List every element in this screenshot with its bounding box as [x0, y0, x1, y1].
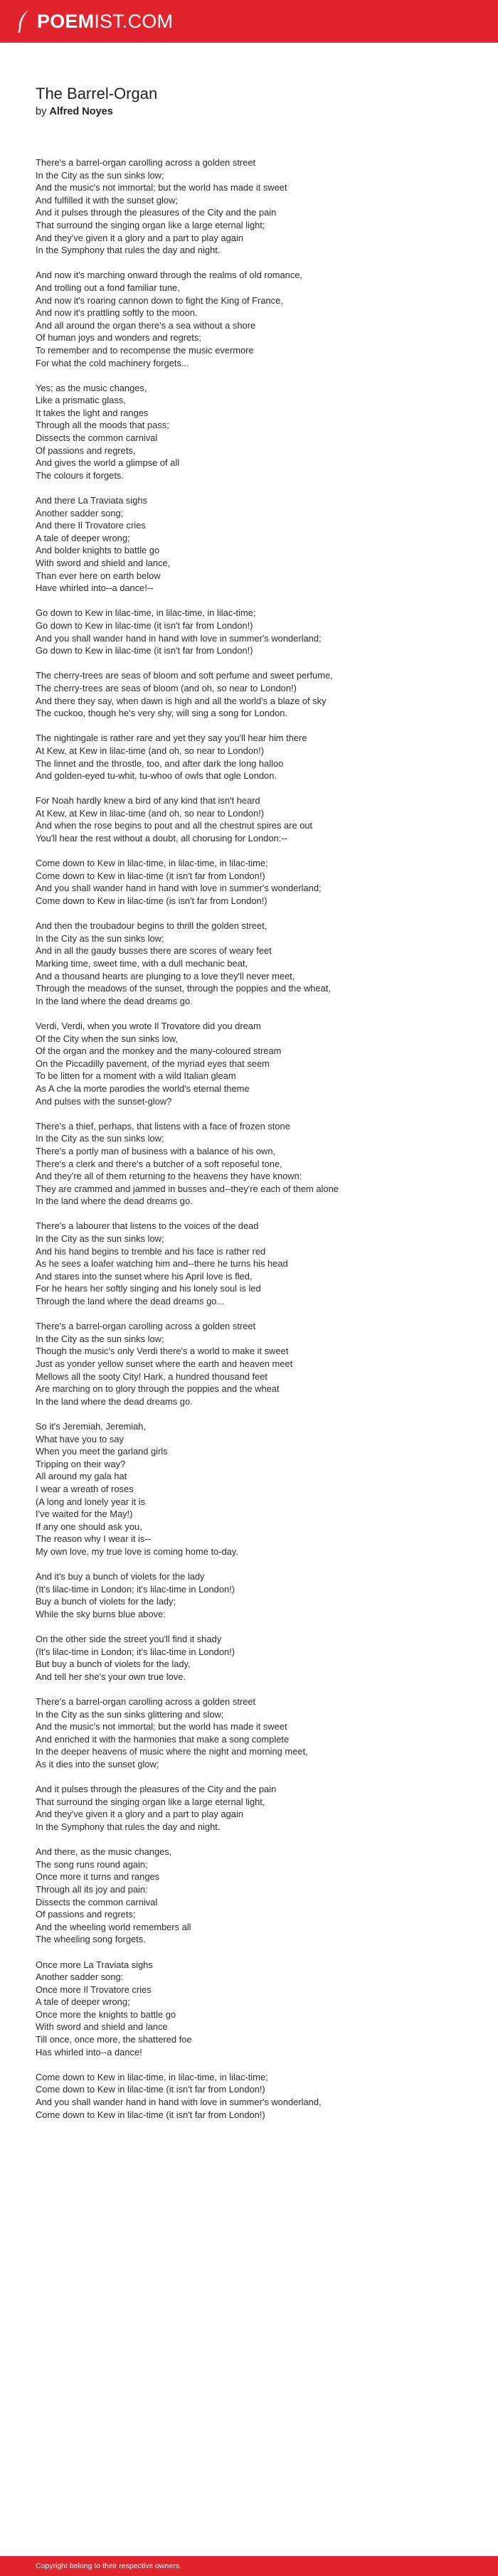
poem-line: Once more it turns and ranges [36, 1871, 160, 1883]
poem-line: (It's lilac-time in London; it's lilac-time in London!) [36, 1646, 235, 1657]
poem-stanza [36, 669, 470, 719]
poem-line: Dissects the common carnival [36, 432, 158, 444]
poem-line: What have you to say [36, 1433, 124, 1444]
poem-stanza [36, 156, 470, 257]
poem-line: And you shall wander hand in hand with love in summer's wonderland; [36, 632, 322, 644]
poem-line: But buy a bunch of violets for the lady, [36, 1659, 191, 1670]
poem-line: At Kew, at Kew in lilac-time (and oh, so near to London!) [36, 745, 265, 756]
poem-line: Come down to Kew in lilac-time (it isn't far from London!) [36, 2109, 265, 2120]
poem-line: And there Il Trovatore cries [36, 520, 146, 531]
site-logo-text [37, 11, 173, 33]
poem-line: And it's buy a bunch of violets for the lady [36, 1571, 205, 1582]
poem-stanza [36, 1959, 470, 2059]
poem-line: (A long and lonely year it is [36, 1496, 146, 1507]
poem-line: Than ever here on earth below [36, 570, 161, 581]
poem-line: Just as yonder yellow sunset where the earth and heaven meet [36, 1358, 293, 1369]
poem-line: For Noah hardly knew a bird of any kind that isn't heard [36, 795, 260, 807]
poem-line: Till once, once more, the shattered foe [36, 2034, 192, 2045]
logo-text-light: IST.COM [94, 10, 174, 32]
poem-line: And they've given it a glory and a part to play again [36, 1809, 243, 1820]
poem-line: For he hears her softly singing and his lonely soul is led [36, 1283, 261, 1294]
poem-line: Tripping on their way? [36, 1458, 126, 1469]
poem-line: And fulfilled it with the sunset glow; [36, 194, 178, 206]
poem-line: Buy a bunch of violets for the lady; [36, 1596, 176, 1607]
poem-line: And enriched it with the harmonies that make a song complete [36, 1733, 290, 1745]
poem-line: Marking time, sweet time, with a dull mechanic beat, [36, 958, 248, 969]
poem-line: On the other side the street you'll find it shady [36, 1634, 222, 1645]
poem-line: They are crammed and jammed in busses and--they're each of them alone [36, 1183, 339, 1194]
author-link[interactable]: Alfred Noyes [49, 106, 113, 117]
poem-line: And there, as the music changes, [36, 1846, 172, 1858]
site-footer [0, 2556, 498, 2576]
poem-stanza [36, 1120, 470, 1208]
poem-line: As he sees a loafer watching him and--there he turns his head [36, 1258, 288, 1270]
poem-line: In the City as the sun sinks low; [36, 169, 164, 181]
poem-line: And the music's not immortal; but the world has made it sweet [36, 1721, 287, 1733]
poem-line: In the City as the sun sinks low; [36, 1133, 164, 1144]
poem-line: Yes; as the music changes, [36, 382, 147, 393]
poem-line: The cherry-trees are seas of bloom (and oh, so near to London!) [36, 682, 297, 693]
poem-stanza [36, 1220, 470, 1307]
poem-line: You'll hear the rest without a doubt, all chorusing for London:-- [36, 833, 287, 844]
poem-line: Verdi, Verdi, when you wrote Il Trovatore did you dream [36, 1020, 261, 1031]
poem-line: For what the cold machinery forgets... [36, 357, 189, 368]
poem-line: Through all its joy and pain: [36, 1883, 148, 1895]
poem-line: And trolling out a fond familiar tune, [36, 282, 180, 293]
poem-line: In the Symphony that rules the day and night. [36, 245, 221, 256]
poem-line: There's a barrel-organ carolling across a golden street [36, 1321, 256, 1332]
poem-line: Once more the knights to battle go [36, 2008, 176, 2020]
poem-line: Of passions and regrets, [36, 445, 136, 456]
poem-line: And they're all of them returning to the heavens they have known: [36, 1171, 302, 1182]
poem-line: Once more La Traviata sighs [36, 1959, 153, 1970]
poem-line: Dissects the common carnival [36, 1896, 158, 1907]
poem-line: And a thousand hearts are plunging to a love they'll never meet, [36, 970, 295, 981]
poem-line: To remember and to recompense the music evermore [36, 344, 254, 356]
poem-line: And in all the gaudy busses there are scores of weary feet [36, 945, 272, 957]
poem-line: In the City as the sun sinks low; [36, 932, 164, 944]
poem-line: Mellows all the sooty City! Hark, a hundred thousand feet [36, 1371, 268, 1382]
poem-line: Through all the moods that pass; [36, 420, 169, 431]
poem-line: Of the City when the sun sinks low, [36, 1033, 178, 1044]
poem-line: And the wheeling world remembers all [36, 1921, 191, 1932]
poem-line: The wheeling song forgets. [36, 1934, 146, 1945]
poem-stanza [36, 269, 470, 369]
poem-stanza [36, 1633, 470, 1683]
poem-line: The nightingale is rather rare and yet they say you'll hear him there [36, 733, 307, 744]
poem-line: There's a barrel-organ carolling across a golden street [36, 1696, 256, 1708]
byline-label: by [36, 106, 47, 117]
poem-line: The cherry-trees are seas of bloom and soft perfume and sweet perfume, [36, 670, 333, 681]
poem-line: And the music's not immortal; but the world has made it sweet [36, 182, 287, 193]
poem-line: In the deeper heavens of music where the night and morning meet, [36, 1746, 308, 1757]
poem-line: Through the land where the dead dreams go... [36, 1296, 225, 1307]
poem-line: In the Symphony that rules the day and night. [36, 1821, 221, 1832]
poem-line: And you shall wander hand in hand with love in summer's wonderland, [36, 2097, 322, 2108]
poem-line: Come down to Kew in lilac-time, in lilac-time, in lilac-time; [36, 858, 268, 869]
poem-line: Come down to Kew in lilac-time (is isn't far from London!) [36, 895, 267, 907]
poem-line: In the City as the sun sinks low; [36, 1333, 164, 1344]
poem-line: And then the troubadour begins to thrill the golden street, [36, 920, 267, 932]
copyright-text: Copyright belong to their respective owners. [36, 2562, 181, 2570]
poem-line: If any one should ask you, [36, 1521, 142, 1532]
poem-line: And when the rose begins to pout and all the chestnut spires are out [36, 820, 313, 831]
poem-line: All around my gala hat [36, 1471, 127, 1482]
poem-line: In the City as the sun sinks low; [36, 1233, 164, 1245]
poem-stanza [36, 732, 470, 782]
poem-line: And golden-eyed tu-whit, tu-whoo of owls that ogle London. [36, 770, 277, 782]
poem-line: And you shall wander hand in hand with love in summer's wonderland; [36, 883, 322, 894]
poem-stanza [36, 494, 470, 595]
poem-line: Through the meadows of the sunset, through the poppies and the wheat, [36, 983, 331, 994]
poem-line: Come down to Kew in lilac-time (it isn't far from London!) [36, 2084, 265, 2095]
poem-line: And there they say, when dawn is high and all the world's a blaze of sky [36, 695, 327, 706]
poem-line: And there La Traviata sighs [36, 495, 147, 506]
poem-line: Come down to Kew in lilac-time (it isn't far from London!) [36, 870, 265, 881]
poem-line: Has whirled into--a dance! [36, 2046, 142, 2058]
poem-line: Are marching on to glory through the poppies and the wheat [36, 1383, 280, 1395]
poem-line: And it pulses through the pleasures of the City and the pain [36, 1784, 277, 1795]
poem-stanza [36, 382, 470, 482]
poem-line: The song runs round again; [36, 1858, 148, 1870]
poem-line: And all around the organ there's a sea without a shore [36, 319, 256, 331]
poem-line: With sword and shield and lance, [36, 558, 171, 568]
poem-line: That surround the singing organ like a large eternal light; [36, 219, 265, 230]
poem-line: In the land where the dead dreams go. [36, 995, 193, 1006]
poem-line: Of passions and regrets; [36, 1909, 136, 1920]
poem-line: And now it's roaring cannon down to fight the King of France, [36, 294, 283, 306]
site-header [0, 0, 498, 43]
poem-line: And they've given it a glory and a part to play again [36, 232, 243, 243]
quill-icon [16, 9, 31, 33]
poem-stanza [36, 2071, 470, 2121]
poem-line: And bolder knights to battle go [36, 545, 160, 556]
poem-line: (It's lilac-time in London; it's lilac-time in London!) [36, 1583, 235, 1595]
poem-stanza [36, 1320, 470, 1407]
poem-line: A tale of deeper wrong; [36, 532, 130, 543]
poem-line: There's a labourer that listens to the voices of the dead [36, 1220, 259, 1232]
poem-stanza [36, 920, 470, 1007]
poem-line: And now it's marching onward through the realms of old romance, [36, 270, 303, 281]
poem-line: So it's Jeremiah, Jeremiah, [36, 1420, 147, 1432]
poem-line: The colours it forgets. [36, 469, 124, 481]
poem-line: With sword and shield and lance [36, 2021, 168, 2033]
poem-line: And pulses with the sunset-glow? [36, 1095, 172, 1107]
poem-line: On the Piccadilly pavement, of the myriad eyes that seem [36, 1058, 270, 1069]
poem-stanza [36, 1696, 470, 1771]
poem-line: At Kew, at Kew in lilac-time (and oh, so near to London!) [36, 807, 265, 819]
poem-line: Come down to Kew in lilac-time, in lilac-time, in lilac-time; [36, 2071, 268, 2082]
poem-line: The reason why I wear it is-- [36, 1533, 151, 1545]
poem-line: My own love, my true love is coming home to-day. [36, 1545, 238, 1557]
poem-line: And gives the world a glimpse of all [36, 457, 180, 469]
poem-line: Go down to Kew in lilac-time (it isn't far from London!) [36, 619, 253, 631]
poem-line: Though the music's only Verdi there's a world to make it sweet [36, 1346, 289, 1357]
poem-line: I've waited for the May!) [36, 1508, 133, 1520]
poem-stanza [36, 857, 470, 907]
poem-stanza [36, 607, 470, 656]
poem-line: Go down to Kew in lilac-time (it isn't far from London!) [36, 645, 253, 656]
logo-text-strong: POEM [37, 10, 95, 32]
poem-line: And tell her she's your own true love. [36, 1671, 186, 1682]
poem-line: There's a thief, perhaps, that listens with a face of frozen stone [36, 1120, 290, 1132]
poem-body [36, 156, 470, 2134]
poem-stanza [36, 794, 470, 844]
poem-line: In the land where the dead dreams go. [36, 1395, 193, 1407]
poem-line: And his hand begins to tremble and his face is rather red [36, 1245, 266, 1257]
poem-stanza [36, 1020, 470, 1107]
poem-line: Have whirled into--a dance!-- [36, 582, 154, 594]
poem-line: Of the organ and the monkey and the many-coloured stream [36, 1045, 282, 1057]
site-logo-link[interactable] [16, 9, 173, 33]
poem-line: That surround the singing organ like a large eternal light, [36, 1796, 265, 1807]
poem-line: As A che la morte parodies the world's eternal theme [36, 1082, 250, 1094]
poem-heading [36, 84, 462, 119]
poem-line: I wear a wreath of roses [36, 1483, 134, 1494]
poem-line: And now it's prattling softly to the moon. [36, 307, 198, 319]
poem-line: In the land where the dead dreams go. [36, 1196, 193, 1207]
poem-line: There's a portly man of business with a balance of his own, [36, 1145, 276, 1156]
poem-line: Another sadder song: [36, 1971, 124, 1983]
poem-line: The cuckoo, though he's very shy, will sing a song for London. [36, 708, 288, 719]
poem-line: A tale of deeper wrong; [36, 1996, 130, 2008]
poem-line: In the City as the sun sinks glittering and slow; [36, 1708, 224, 1720]
poem-line: It takes the light and ranges [36, 407, 149, 418]
poem-line: To be litten for a moment with a wild Italian gleam [36, 1070, 236, 1082]
poem-line: There's a clerk and there's a butcher of a soft reposeful tone, [36, 1158, 282, 1169]
poem-line: As it dies into the sunset glow; [36, 1759, 159, 1769]
poem-stanza [36, 1420, 470, 1558]
poem-line: Of human joys and wonders and regrets; [36, 332, 201, 344]
poem-line: While the sky burns blue above: [36, 1608, 166, 1619]
poem-stanza [36, 1783, 470, 1833]
poem-line: There's a barrel-organ carolling across a golden street [36, 157, 256, 168]
poem-line: The linnet and the throstle, too, and after dark the long halloo [36, 757, 284, 769]
poem-line: And it pulses through the pleasures of the City and the pain [36, 207, 277, 218]
poem-stanza [36, 1570, 470, 1620]
poem-line: Go down to Kew in lilac-time, in lilac-time, in lilac-time; [36, 607, 256, 619]
poem-line: And stares into the sunset where his April love is fled, [36, 1270, 253, 1282]
poem-byline [36, 105, 462, 119]
poem-line: Another sadder song; [36, 507, 124, 518]
poem-line: When you meet the garland girls [36, 1446, 168, 1457]
poem-line: Once more Il Trovatore cries [36, 1984, 152, 1995]
poem-title: The Barrel-Organ [36, 85, 158, 102]
poem-stanza [36, 1846, 470, 1946]
poem-line: Like a prismatic glass, [36, 395, 126, 406]
